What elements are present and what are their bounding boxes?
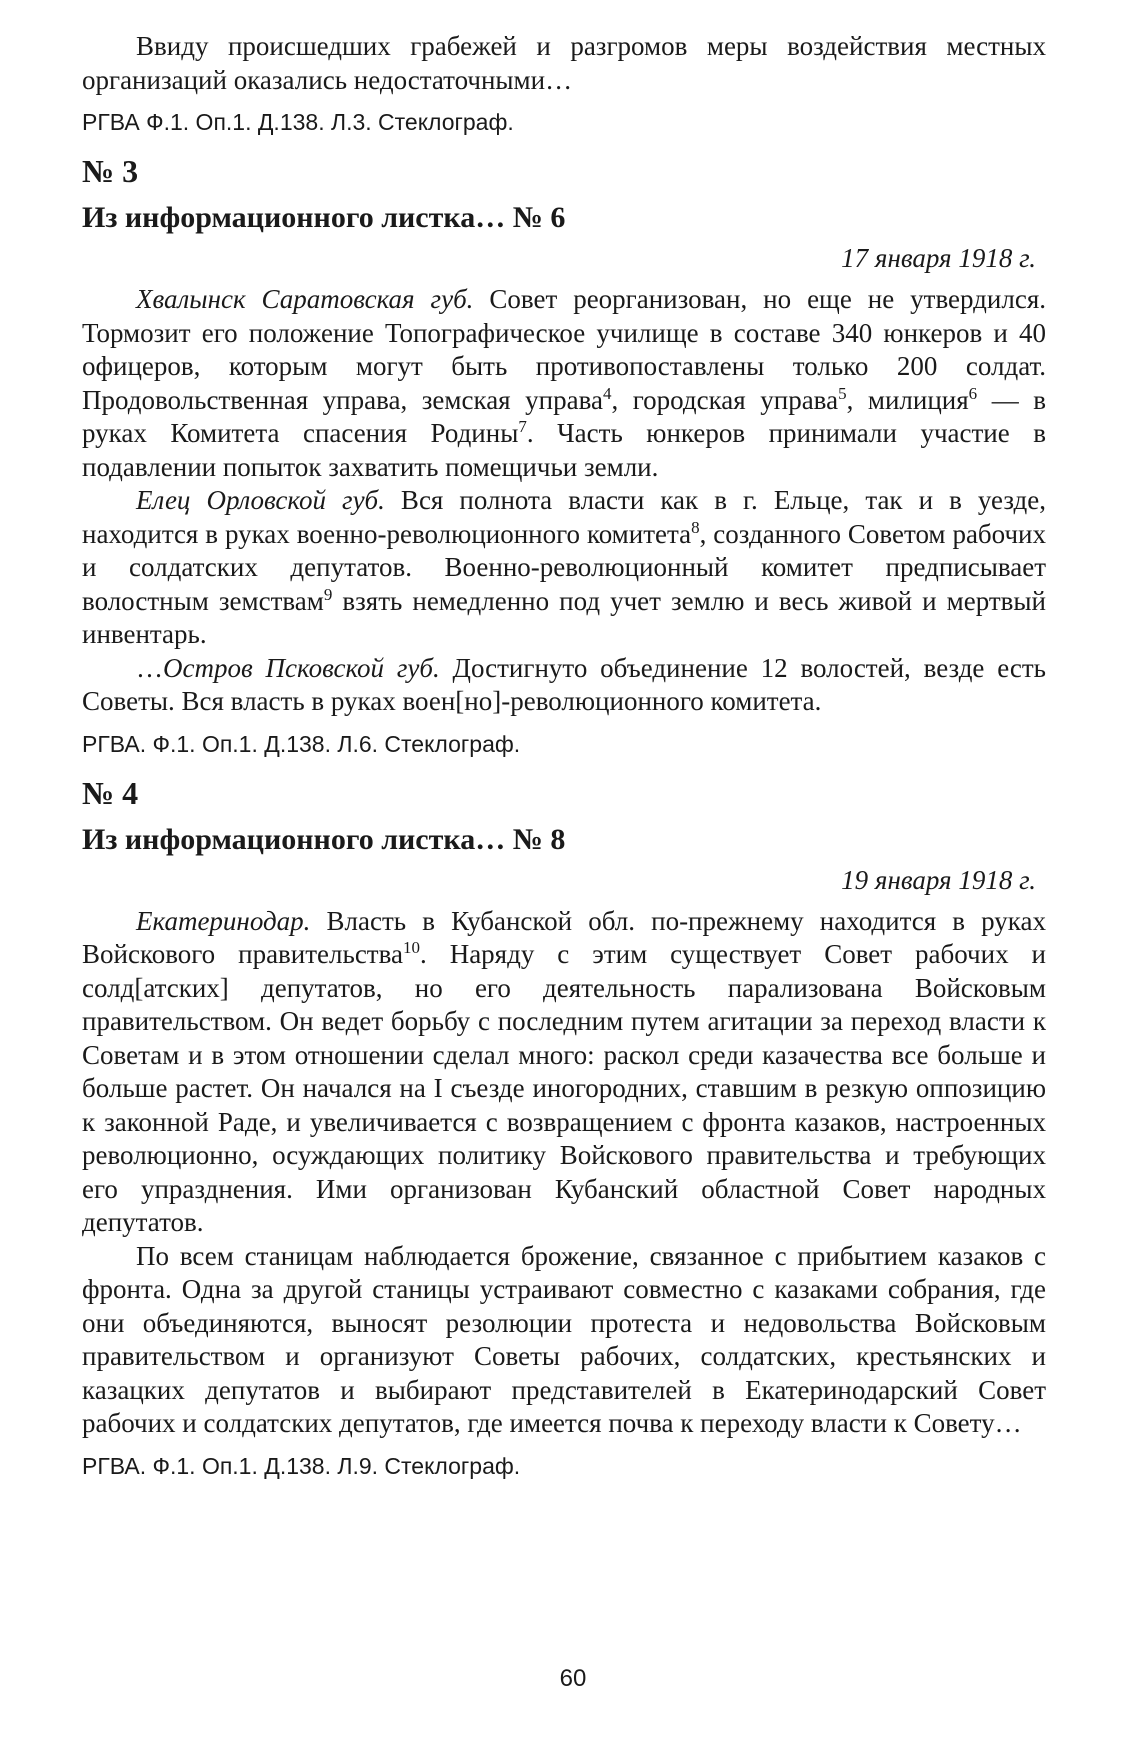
text-run: , милиция — [846, 384, 969, 415]
doc4-paragraph-stanitsy: По всем станицам наблюдается брожение, связанное с прибытием казаков с фронта. Одна за другой станицы устраивают совместно с казаками собрания, где они объединяются, выносят резолюции протеста и недовольства Войсковым правительством и организуют Советы рабочих, солдатских, крестьянских и казацких депутатов и выбирают представителей в Екатеринодарский Совет рабочих и солдатских депутатов, где имеется почва к переходу власти к Совету… — [82, 1240, 1046, 1438]
text-run: Власть в Кубанской обл. по-прежнему находится в руках Войскового правительства — [82, 905, 1046, 969]
text-run: Вся полнота власти как в г. Ельце, так и в уезде, находится в руках военно-революционного комитета — [82, 485, 1046, 549]
footnote-ref: 7 — [518, 417, 527, 436]
intro-source: РГВА Ф.1. Оп.1. Д.138. Л.3. Стеклограф. — [82, 109, 514, 135]
text-run: , городская управа — [611, 384, 839, 415]
place-name: Елец Орловской губ. — [136, 485, 385, 515]
place-name: Екатеринодар. — [136, 905, 311, 936]
doc3-source: РГВА. Ф.1. Оп.1. Д.138. Л.6. Стеклограф. — [82, 730, 521, 757]
footnote-ref: 4 — [602, 383, 612, 403]
footnote-ref: 10 — [402, 938, 420, 957]
text-run: . Часть юнкеров принимали участие в подавлении попыток захватить помещичьи земли. — [82, 418, 1047, 482]
place-name: Остров Псковской губ. — [163, 652, 440, 683]
doc4-date: 19 января 1918 г. — [841, 864, 1036, 895]
doc3-paragraph-khvalynsk — [82, 283, 1046, 484]
intro-paragraph: Ввиду происшедших грабежей и разгромов меры воздействия местных организаций оказались недостаточными… — [82, 31, 1046, 95]
doc3-paragraph-ostrov — [82, 652, 1046, 719]
doc4-source: РГВА. Ф.1. Оп.1. Д.138. Л.9. Стеклограф. — [82, 1452, 521, 1479]
text-run: . Наряду с этим существует Совет рабочих и солд[атских] депутатов, но его деятельность парализована Войсковым правительством. Он ведет борьбу с последним путем агитации за переход власти к Советам и в этом отношении сделал много: раскол среди казачества все больше и больше растет. Он начался на I съезде иногородних, ставшим в резкую оппозицию к законной Раде, и увеличивается с возвращением с фронта казаков, настроенных революционно, осуждающих политику Войскового правительства и требующих его упразднения. Ими организован Кубанский областной Совет народных депутатов. — [82, 939, 1046, 1237]
text-run: — в руках Комитета спасения Родины — [82, 384, 1046, 448]
doc3-number: № 3 — [82, 153, 139, 189]
page-number: 60 — [559, 1665, 587, 1692]
place-name: Хвалынск Саратовская губ. — [136, 284, 474, 314]
footnote-ref: 8 — [691, 517, 700, 537]
text-run: Совет реорганизован, но еще не утвердился. Тормозит его положение Топографическое училище в составе 340 юнкеров и 40 офицеров, которым могут быть противопоставлены только 200 солдат. Продовольственная управа, земская управа — [82, 284, 1046, 415]
text-run: взять немедленно под учет землю и весь живой и мертвый инвентарь. — [82, 585, 1047, 649]
doc4-number: № 4 — [82, 774, 139, 811]
doc3-title: Из информационного листка… № 6 — [82, 201, 566, 234]
footnote-ref: 5 — [838, 383, 847, 403]
doc4-title: Из информационного листка… № 8 — [82, 822, 566, 856]
footnote-ref: 6 — [968, 383, 978, 403]
doc4-paragraph-ekaterinodar — [82, 905, 1046, 1240]
doc3-date: 17 января 1918 г. — [841, 243, 1036, 273]
ellipsis: … — [136, 652, 163, 683]
text-run: , созданного Советом рабочих и солдатских депутатов. Военно-революционный комитет предписывает волостным земствам — [82, 518, 1046, 616]
footnote-ref: 9 — [323, 584, 333, 604]
text-run: Достигнуто объединение 12 волостей, везде есть Советы. Вся власть в руках воен[но]-революционного комитета. — [82, 652, 1046, 716]
doc3-paragraph-elets — [82, 484, 1046, 652]
